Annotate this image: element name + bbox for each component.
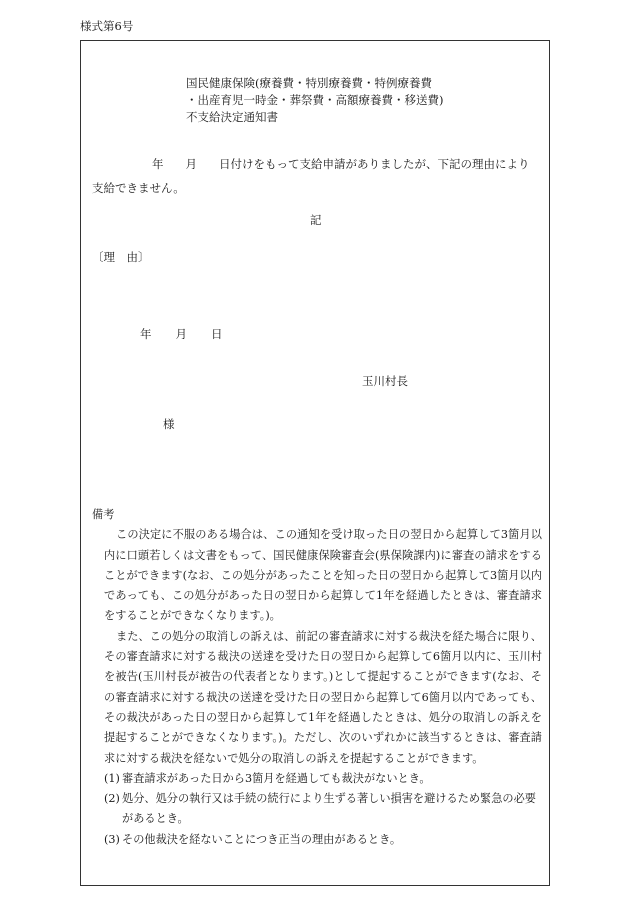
recipient-honorific: 様 <box>163 417 175 431</box>
notes-item-number: (3) <box>104 832 120 846</box>
reason-label: 〔理 由〕 <box>92 250 150 264</box>
notes-item-number: (2) <box>104 792 120 806</box>
notes-paragraph-1: この決定に不服のある場合は、この通知を受け取った日の翌日から起算して3箇月以内に口頭若しくは文書をもって、国民健康保険審査会(県保険課内)に審査の請求をすることができます(なお、この処分があったことを知った日の翌日から起算して3箇月以内であっても、この処分があった日の翌日から起算して1年を経過したときは、審査請求をすることができなくなります。)。 <box>104 528 542 623</box>
title-line-3: 不支給決定通知書 <box>186 110 278 124</box>
notes-item <box>92 789 542 830</box>
ki-heading: 記 <box>310 213 322 227</box>
notes-item-text: 処分、処分の執行又は手続の続行により生ずる著しい損害を避けるため緊急の必要があるとき。 <box>122 792 536 826</box>
date-year: 年 <box>140 327 152 341</box>
date-day: 日 <box>211 327 223 341</box>
document-title <box>186 75 443 126</box>
issue-date <box>140 326 223 342</box>
title-line-2: ・出産育児一時金・葬祭費・高額療養費・移送費) <box>186 93 444 107</box>
date-month: 月 <box>175 327 187 341</box>
notes-item-text: その他裁決を経ないことにつき正当の理由があるとき。 <box>122 832 402 846</box>
intro-paragraph <box>92 152 544 200</box>
notes-heading: 備考 <box>92 508 115 521</box>
intro-month: 月 <box>185 157 197 171</box>
notes-item-number: (1) <box>104 771 120 785</box>
intro-line1-text: 日付けをもって支給申請がありましたが、下記の理由により <box>219 157 530 171</box>
notes-item <box>92 830 542 850</box>
intro-year: 年 <box>152 157 164 171</box>
notes-section <box>92 505 542 850</box>
notes-item <box>92 769 542 789</box>
form-number-label: 様式第6号 <box>80 19 134 33</box>
issuer-mayor: 玉川村長 <box>362 374 408 388</box>
intro-line2: 支給できません。 <box>92 181 185 195</box>
notes-paragraph-2: また、この処分の取消しの訴えは、前記の審査請求に対する裁決を経た場合に限り、その審査請求に対する裁決の送達を受けた日の翌日から起算して6箇月以内に、玉川村を被告(玉川村長が被告の代表者となります。)として提起することができます(なお、その審査請求に対する裁決の送達を受けた日の翌日から起算して6箇月以内であっても、その裁決があった日の翌日から起算して1年を経過したときは、処分の取消しの訴えを提起することができなくなります。)。ただし、次のいずれかに該当するときは、審査請求に対する裁決を経ないで処分の取消しの訴えを提起することができます。 <box>104 629 542 765</box>
title-line-1: 国民健康保険(療養費・特別療養費・特例療養費 <box>186 76 432 90</box>
notes-item-text: 審査請求があった日から3箇月を経過しても裁決がないとき。 <box>122 771 431 785</box>
